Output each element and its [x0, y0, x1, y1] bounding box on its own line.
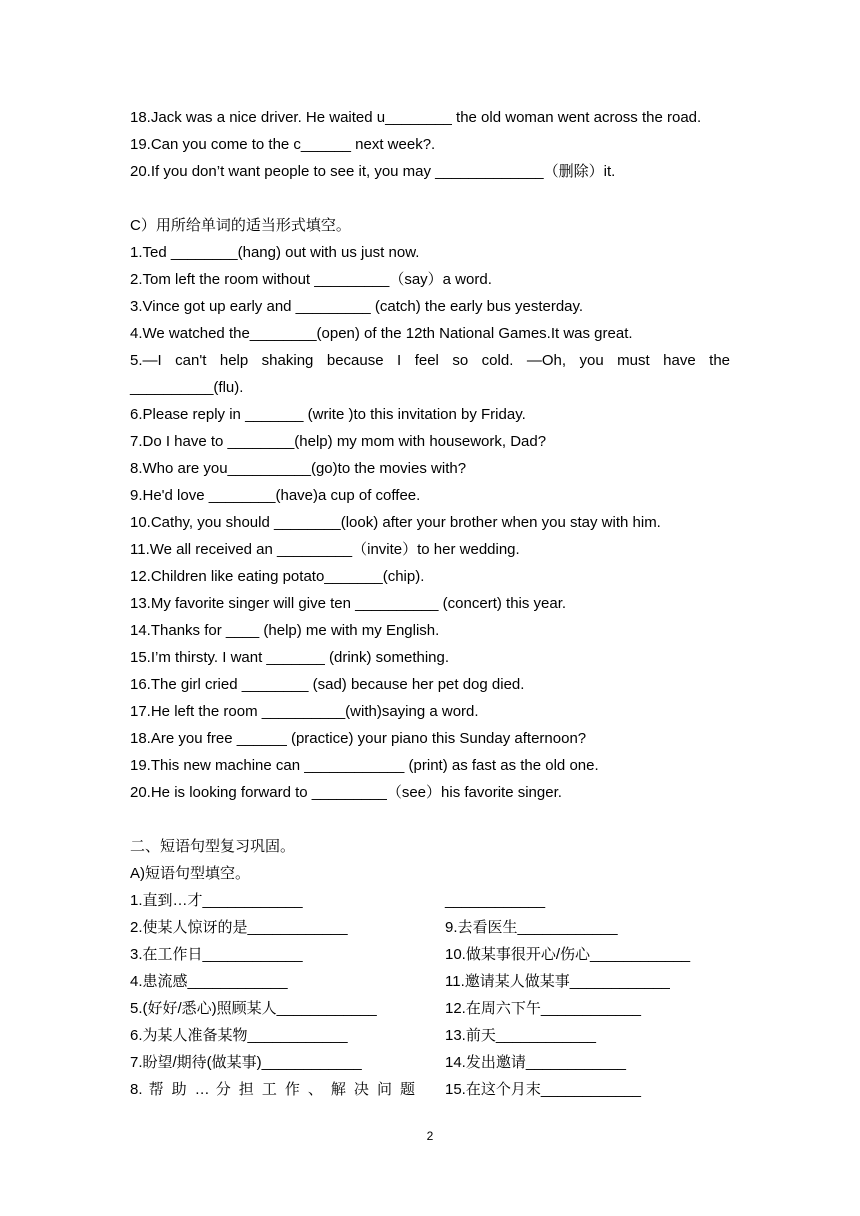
exercise-line: 5.—I can't help shaking because I feel so cold. —Oh, you must have the — [130, 352, 730, 369]
exercise-line: 10.Cathy, you should ________(look) after your brother when you stay with him. — [130, 514, 661, 531]
exercise-line: 3.Vince got up early and _________ (catch) the early bus yesterday. — [130, 298, 584, 315]
phrase-item-left: 5.(好好/悉心)照顾某人____________ — [130, 1000, 377, 1017]
exercise-line: 7.Do I have to ________(help) my mom with housework, Dad? — [130, 433, 547, 450]
phrase-item-right: ____________ — [445, 892, 546, 909]
exercise-line: 9.He'd love ________(have)a cup of coffee. — [130, 487, 421, 504]
phrase-item-right: 10.做某事很开心/伤心____________ — [445, 946, 691, 963]
phrase-item-right: 14.发出邀请____________ — [445, 1054, 626, 1071]
exercise-line: 2.Tom left the room without _________（say）a word. — [130, 271, 492, 288]
phrase-item-right: 13.前天____________ — [445, 1027, 596, 1044]
exercise-line: 15.I’m thirsty. I want _______ (drink) something. — [130, 649, 450, 666]
exercise-line: 17.He left the room __________(with)saying a word. — [130, 703, 479, 720]
phrase-item-right: 9.去看医生____________ — [445, 919, 618, 936]
exercise-line: 18.Are you free ______ (practice) your piano this Sunday afternoon? — [130, 730, 587, 747]
section-c-heading: C）用所给单词的适当形式填空。 — [130, 217, 351, 234]
phrase-item-left: 3.在工作日____________ — [130, 946, 303, 963]
exercise-line: 19.Can you come to the c______ next week?. — [130, 136, 436, 153]
exercise-line: 13.My favorite singer will give ten __________ (concert) this year. — [130, 595, 567, 612]
exercise-line: 8.Who are you__________(go)to the movies with? — [130, 460, 467, 477]
exercise-line: 11.We all received an _________（invite）to her wedding. — [130, 541, 520, 558]
phrase-item-left: 7.盼望/期待(做某事)____________ — [130, 1054, 362, 1071]
phrase-item-right: 11.邀请某人做某事____________ — [445, 973, 670, 990]
exercise-line: 19.This new machine can ____________ (print) as fast as the old one. — [130, 757, 599, 774]
phrase-item-right: 12.在周六下午____________ — [445, 1000, 641, 1017]
phrase-item-left: 4.患流感____________ — [130, 973, 288, 990]
exercise-line: 6.Please reply in _______ (write )to this invitation by Friday. — [130, 406, 526, 423]
exercise-line: 20.If you don’t want people to see it, you may _____________（删除）it. — [130, 163, 616, 180]
page-number: 2 — [426, 1129, 434, 1143]
section-two-subheading: A)短语句型填空。 — [130, 865, 251, 882]
phrase-item-left: 6.为某人准备某物____________ — [130, 1027, 348, 1044]
phrase-item-left: 1.直到…才____________ — [130, 892, 303, 909]
section-two-heading: 二、短语句型复习巩固。 — [130, 838, 296, 855]
exercise-line: 20.He is looking forward to _________（see）his favorite singer. — [130, 784, 562, 801]
phrase-item-right: 15.在这个月末____________ — [445, 1081, 641, 1098]
exercise-line: 1.Ted ________(hang) out with us just now. — [130, 244, 420, 261]
phrase-item-left: 8. 帮 助 … 分 担 工 作 、 解 决 问 题 — [130, 1081, 415, 1098]
exercise-line: 4.We watched the________(open) of the 12th National Games.It was great. — [130, 325, 633, 342]
exercise-line: 18.Jack was a nice driver. He waited u________ the old woman went across the road. — [130, 109, 702, 126]
exercise-line: 16.The girl cried ________ (sad) because her pet dog died. — [130, 676, 525, 693]
exercise-line: 12.Children like eating potato_______(chip). — [130, 568, 425, 585]
phrase-item-left: 2.使某人惊讶的是____________ — [130, 919, 348, 936]
exercise-line: __________(flu). — [130, 379, 244, 396]
exercise-line: 14.Thanks for ____ (help) me with my English. — [130, 622, 440, 639]
